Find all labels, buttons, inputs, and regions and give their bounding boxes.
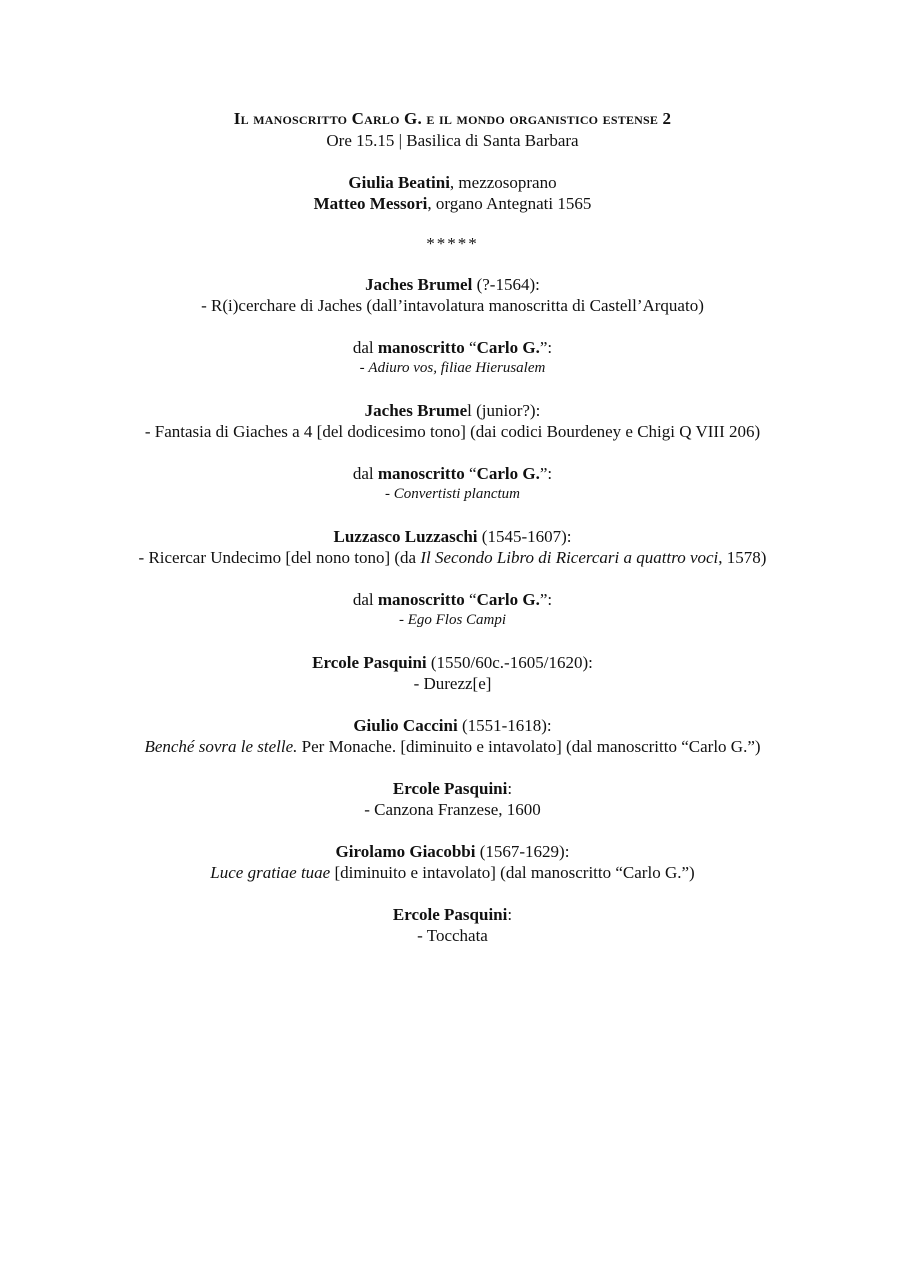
source-quote: “: [464, 338, 477, 357]
source-quote: “: [464, 464, 477, 483]
piece-italic: Benché sovra le stelle.: [144, 737, 298, 756]
source-suffix: ”:: [539, 338, 553, 357]
piece-dash: -: [398, 612, 408, 628]
piece-italic: Ego Flos Campi: [407, 612, 507, 628]
composer-line: [0, 778, 905, 799]
source-prefix: dal: [352, 464, 378, 483]
composer-name: Ercole Pasquini: [392, 779, 508, 798]
program-item: [0, 715, 905, 757]
source-line: [0, 337, 905, 358]
piece-italic: Luce gratiae tuae: [210, 863, 331, 882]
composer-dates: (1567-1629):: [475, 842, 570, 861]
source-prefix: dal: [352, 590, 378, 609]
program-list: [0, 274, 905, 946]
composer-name: Jaches Brumel: [365, 275, 473, 294]
concert-time-venue: Ore 15.15 | Basilica di Santa Barbara: [326, 131, 579, 150]
piece-title: - Canzona Franzese, 1600: [364, 800, 541, 819]
performer-role: , mezzosoprano: [449, 173, 557, 192]
program-item: [0, 400, 905, 442]
performer-name: Giulia Beatini: [348, 173, 450, 192]
piece-title: [0, 862, 905, 883]
source-word: manoscritto: [377, 338, 465, 357]
composer-dates: (1550/60c.-1605/1620):: [426, 653, 593, 672]
source-word: manoscritto: [377, 590, 465, 609]
source-name: Carlo G.: [476, 464, 540, 483]
composer-name: Ercole Pasquini: [312, 653, 427, 672]
piece-dash: -: [359, 360, 369, 376]
composer-dates: (1545-1607):: [477, 527, 572, 546]
piece-title: - R(i)cerchare di Jaches (dall’intavolatura manoscritta di Castell’Arquato): [201, 296, 704, 315]
performer-role: , organo Antegnati 1565: [427, 194, 592, 213]
piece-title: [0, 547, 905, 568]
composer-line: [0, 904, 905, 925]
source-name: Carlo G.: [476, 590, 540, 609]
piece-italic: Adiuro vos, filiae Hierusalem: [368, 360, 546, 376]
piece-title: [0, 358, 905, 379]
source-quote: “: [464, 590, 477, 609]
program-header: [0, 108, 905, 967]
composer-name: Jaches Brume: [364, 401, 468, 420]
composer-line: [0, 274, 905, 295]
source-suffix: ”:: [539, 464, 553, 483]
composer-dates: (?-1564):: [472, 275, 540, 294]
composer-dates: l (junior?):: [467, 401, 541, 420]
composer-line: [0, 400, 905, 421]
program-item: [0, 778, 905, 820]
program-item: [0, 337, 905, 379]
piece-text: , 1578): [718, 548, 767, 567]
separator: *****: [426, 234, 479, 253]
piece-title: [0, 484, 905, 505]
piece-dash: -: [385, 486, 394, 502]
performers: [0, 172, 905, 214]
composer-name: Ercole Pasquini: [392, 905, 508, 924]
composer-line: [0, 652, 905, 673]
program-item: [0, 652, 905, 694]
composer-line: [0, 526, 905, 547]
composer-dates: :: [507, 905, 513, 924]
piece-title: [0, 610, 905, 631]
piece-text: [diminuito e intavolato] (dal manoscritto “Carlo G.”): [330, 863, 695, 882]
program-item: [0, 589, 905, 631]
program-item: [0, 904, 905, 946]
piece-italic: Convertisti planctum: [393, 486, 520, 502]
composer-dates: (1551-1618):: [457, 716, 552, 735]
performer-name: Matteo Messori: [313, 194, 428, 213]
performer: [0, 172, 905, 193]
program-item: [0, 274, 905, 316]
source-name: Carlo G.: [476, 338, 540, 357]
source-word: manoscritto: [377, 464, 465, 483]
composer-line: [0, 841, 905, 862]
composer-name: Giulio Caccini: [353, 716, 458, 735]
program-item: [0, 841, 905, 883]
composer-name: Girolamo Giacobbi: [335, 842, 476, 861]
piece-title: - Fantasia di Giaches a 4 [del dodicesimo tono] (dai codici Bourdeney e Chigi Q VIII 206): [144, 422, 761, 441]
piece-italic: Il Secondo Libro di Ricercari a quattro voci: [420, 548, 719, 567]
piece-title: - Tocchata: [417, 926, 488, 945]
performer: [0, 193, 905, 214]
composer-line: [0, 715, 905, 736]
piece-title: [0, 736, 905, 757]
composer-name: Luzzasco Luzzaschi: [333, 527, 478, 546]
source-suffix: ”:: [539, 590, 553, 609]
piece-title: - Durezz[e]: [413, 674, 492, 693]
source-prefix: dal: [352, 338, 378, 357]
source-line: [0, 463, 905, 484]
composer-dates: :: [507, 779, 513, 798]
program-item: [0, 526, 905, 568]
piece-text: Per Monache. [diminuito e intavolato] (dal manoscritto “Carlo G.”): [297, 737, 761, 756]
concert-title: Il manoscritto Carlo G. e il mondo organistico estense 2: [233, 109, 672, 128]
source-line: [0, 589, 905, 610]
program-item: [0, 463, 905, 505]
piece-text: - Ricercar Undecimo [del nono tono] (da: [138, 548, 421, 567]
